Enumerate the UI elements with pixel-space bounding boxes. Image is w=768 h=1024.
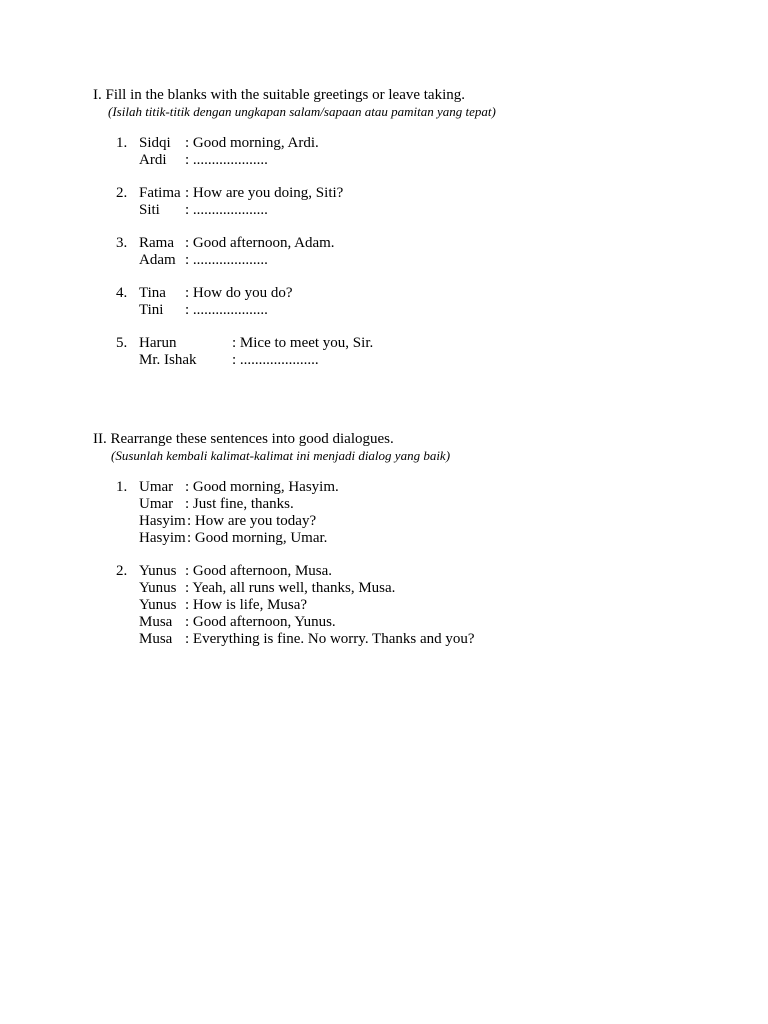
dialogue-line [139,252,739,269]
utterance: : Good morning, Umar. [187,530,328,546]
dialogue-line [139,335,739,352]
speaker-name: Tini [139,302,164,318]
utterance: : Good morning, Hasyim. [185,479,339,495]
dialogue-line [139,530,739,547]
section-2-heading: II. Rearrange these sentences into good dialogues. [93,431,394,447]
utterance: : How is life, Musa? [185,597,308,613]
dialogue-line [139,563,739,580]
speaker-name: Musa [139,631,173,647]
dialogue-line [139,285,739,302]
speaker-name: Hasyim [139,530,186,546]
speaker-name: Yunus [139,563,177,579]
dialogue-line [139,135,739,152]
dialogue-line [139,185,739,202]
speaker-name: Fatima [139,185,181,201]
speaker-name: Umar [139,479,174,495]
item-number: 4. [116,285,128,301]
answer-blank: : .................... [185,302,268,318]
speaker-name: Yunus [139,580,177,596]
utterance: : Good morning, Ardi. [185,135,319,151]
dialogue-line [139,496,739,513]
dialogue-line [139,513,739,530]
dialogue-line [139,580,739,597]
answer-blank: : .................... [185,152,268,168]
speaker-name: Tina [139,285,166,301]
utterance: : Just fine, thanks. [185,496,294,512]
speaker-name: Adam [139,252,176,268]
utterance: : Everything is fine. No worry. Thanks and you? [185,631,475,647]
speaker-name: Umar [139,496,174,512]
speaker-name: Siti [139,202,160,218]
item-number: 2. [116,563,128,579]
speaker-name: Ardi [139,152,167,168]
dialogue-line [139,479,739,496]
answer-blank: : .................... [185,202,268,218]
speaker-name: Rama [139,235,174,251]
dialogue-line [139,631,739,648]
answer-blank: : .................... [185,252,268,268]
item-number: 5. [116,335,128,351]
section-1-heading: I. Fill in the blanks with the suitable greetings or leave taking. [93,87,466,103]
section-1-subheading: (Isilah titik-titik dengan ungkapan salam/sapaan atau pamitan yang tepat) [108,104,496,119]
utterance: : How are you today? [187,513,317,529]
dialogue-line [139,352,739,369]
utterance: : How are you doing, Siti? [185,185,344,201]
item-number: 2. [116,185,128,201]
speaker-name: Sidqi [139,135,171,151]
speaker-name: Harun [139,335,177,351]
dialogue-line [139,202,739,219]
dialogue-line [139,235,739,252]
utterance: : How do you do? [185,285,293,301]
dialogue-line [139,614,739,631]
dialogue-line [139,302,739,319]
speaker-name: Mr. Ishak [139,352,197,368]
item-number: 1. [116,479,128,495]
utterance: : Mice to meet you, Sir. [232,335,374,351]
speaker-name: Musa [139,614,173,630]
utterance: : Yeah, all runs well, thanks, Musa. [185,580,396,596]
item-number: 1. [116,135,128,151]
speaker-name: Yunus [139,597,177,613]
item-number: 3. [116,235,128,251]
dialogue-line [139,597,739,614]
utterance: : Good afternoon, Adam. [185,235,335,251]
dialogue-line [139,152,739,169]
section-2-subheading: (Susunlah kembali kalimat-kalimat ini menjadi dialog yang baik) [111,448,451,463]
utterance: : Good afternoon, Musa. [185,563,333,579]
answer-blank: : ..................... [232,352,319,368]
utterance: : Good afternoon, Yunus. [185,614,336,630]
speaker-name: Hasyim [139,513,186,529]
